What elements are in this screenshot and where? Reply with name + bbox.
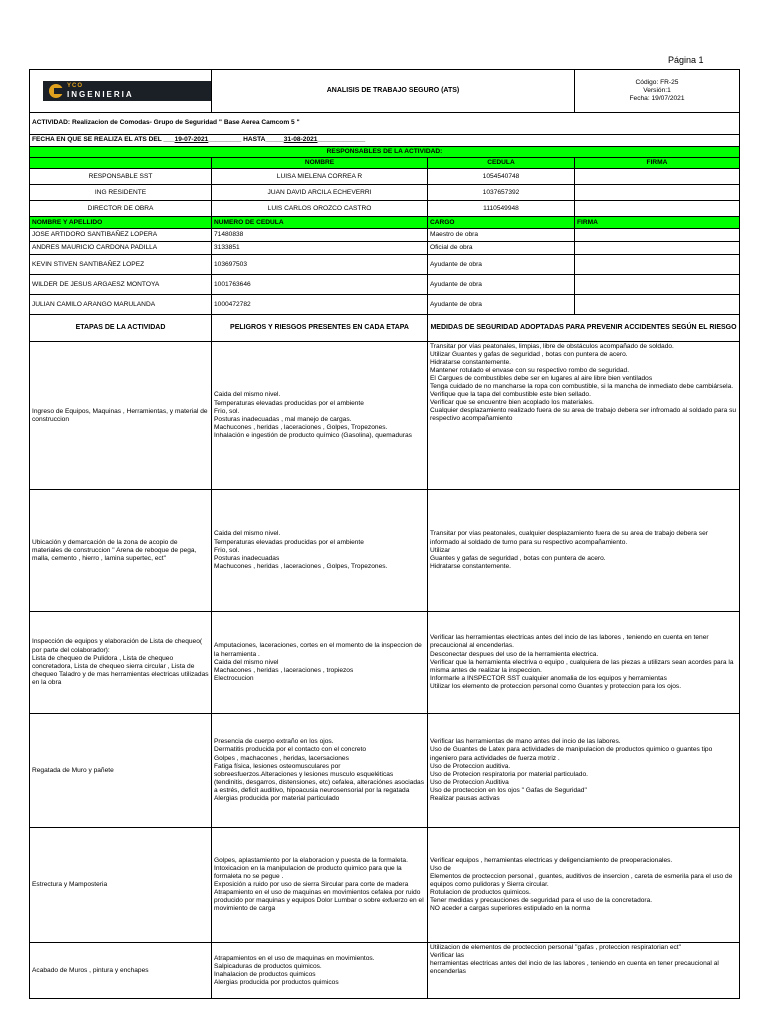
col-hazards: PELIGROS Y RIESGOS PRESENTES EN CADA ETAPA <box>212 315 428 342</box>
responsable-row <box>30 185 740 201</box>
stage-name: Estrectura y Mamposteria <box>30 828 212 943</box>
responsable-cedula: 1037657392 <box>428 185 575 201</box>
logo-c-mark <box>49 84 63 98</box>
responsables-empty-header <box>30 158 212 169</box>
stage-name: Ingreso de Equipos, Maquinas , Herramientas, y material de construccion <box>30 342 212 490</box>
worker-name: KEVIN STIVEN SANTIBAÑEZ LOPEZ <box>30 255 212 275</box>
responsable-row <box>30 169 740 185</box>
worker-row <box>30 295 740 315</box>
logo-line2: INGENIERIA <box>67 90 134 99</box>
stage-row <box>30 943 740 999</box>
dates-row <box>30 135 740 147</box>
responsable-name: LUIS CARLOS OROZCO CASTRO <box>212 201 428 217</box>
logo-line1: YCO <box>67 83 84 89</box>
stage-name: Inspección de equipos y elaboración de Lista de chequeo( por parte del colaborador): Lista de chequeo de Pulidora , Lista de chequeo concretadora, Lista de chequeo sierra circular , Lista de chequeo Taladro y de mas herramientas electricas utilizadas en la obra <box>30 612 212 714</box>
responsable-cedula: 1054540748 <box>428 169 575 185</box>
col-nombre: NOMBRE <box>212 158 428 169</box>
stage-name: Ubicación y demarcación de la zona de acopio de materiales de construccion " Arena de reboque de pega, malla, cemento , hierro , lamina supertec, ect" <box>30 490 212 612</box>
stages-header-row <box>30 315 740 342</box>
date-from: 19-07-2021 <box>174 136 209 144</box>
stage-hazards: Amputaciones, laceraciones, cortes en el momento de la inspeccion de la herramienta . Caida del mismo nivel Machacones , heridas , laceraciones , tropiezos Electrocucion <box>212 612 428 714</box>
worker-name: JULIAN CAMILO ARANGO MARULANDA <box>30 295 212 315</box>
col-worker-role: CARGO <box>428 217 575 229</box>
worker-row <box>30 275 740 295</box>
ats-form <box>29 69 740 999</box>
worker-role: Oficial de obra <box>428 242 575 255</box>
date-from-underscore-post: _________ <box>208 136 242 144</box>
stage-row <box>30 828 740 943</box>
worker-row <box>30 255 740 275</box>
responsable-firma <box>575 185 740 201</box>
worker-name: WILDER DE JESUS ARGAESZ MONTOYA <box>30 275 212 295</box>
col-worker-name: NOMBRE Y APELLIDO <box>30 217 212 229</box>
worker-sign <box>575 295 740 315</box>
worker-name: ANDRES MAURICIO CARDONA PADILLA <box>30 242 212 255</box>
date-to-underscore-post: _____________ <box>317 136 366 144</box>
col-worker-id: NUMERO DE CEDULA <box>212 217 428 229</box>
stage-hazards: Atrapamientos en el uso de maquinas en movimientos. Salpicaduras de productos quimicos. Inahalacion de productos quimicos Alergias producida por productos quimicos <box>212 943 428 999</box>
stage-measures: Verificar las herramientas de mano antes del incio de las labores. Uso de Guantes de Latex para actividades de manipulacion de productos quimico o guantes tipo ingeniero para actividades de fuerza motriz . Uso de Proteccion auditiva. Uso de Protecion respiratoria por material particulado. Uso de Proteccion Auditiva Uso de procteccion en los ojos " Gafas de Seguridad" Realizar pausas activas <box>428 714 740 828</box>
worker-id: 1001763646 <box>212 275 428 295</box>
responsable-firma <box>575 201 740 217</box>
responsable-role: DIRECTOR DE OBRA <box>30 201 212 217</box>
responsable-role: RESPONSABLE SST <box>30 169 212 185</box>
col-stage: ETAPAS DE LA ACTIVIDAD <box>30 315 212 342</box>
form-version: Versión:1 <box>643 86 671 94</box>
worker-row <box>30 242 740 255</box>
responsable-name: LUISA MIELENA CORREA R <box>212 169 428 185</box>
logo-cell <box>30 70 212 113</box>
stage-name: Acabado de Muros , pintura y enchapes <box>30 943 212 999</box>
worker-id: 3133851 <box>212 242 428 255</box>
worker-id: 1000472782 <box>212 295 428 315</box>
stage-row <box>30 490 740 612</box>
stage-measures: Verificar equipos , herramientas electricas y deligenciamiento de preoperacionales. Uso de Elementos de procteccion personal , guantes, auditivos de insercion , careta de esmerila para el uso de equipos como pulidoras y Sierra circular. Rotulacion de productos quimicos. Tener medidas y precauciones de seguridad para el uso de la concretadora. NO aceder a cargas superiores estipulado en la norma <box>428 828 740 943</box>
worker-role: Ayudante de obra <box>428 275 575 295</box>
responsable-name: JUAN DAVID ARCILA ECHEVERRI <box>212 185 428 201</box>
form-meta <box>575 70 740 113</box>
form-code: Código: FR-25 <box>635 78 679 86</box>
stage-row <box>30 714 740 828</box>
form-date: Fecha: 19/07/2021 <box>629 95 685 103</box>
stage-hazards: Caida del mismo nivel. Temperaturas elevadas producidas por el ambiente Frio, sol. Posturas inadecuadas , mal manejo de cargas. Machucones , heridas , laceraciones , Golpes, Tropezones. Inhalación e ingestión de producto químico (Gasolina), quemaduras <box>212 342 428 490</box>
responsable-role: ING RESIDENTE <box>30 185 212 201</box>
worker-sign <box>575 242 740 255</box>
date-to-underscore: _____ <box>265 136 284 144</box>
date-from-underscore: ___ <box>163 136 175 144</box>
activity-cell <box>30 113 740 135</box>
worker-sign <box>575 229 740 242</box>
worker-role: Ayudante de obra <box>428 295 575 315</box>
stage-name: Regatada de Muro y pañete <box>30 714 212 828</box>
responsables-header-row <box>30 158 740 169</box>
activity-row <box>30 113 740 135</box>
col-cedula: CEDULA <box>428 158 575 169</box>
stage-measures: Utilizacion de elementos de procteccion personal "gafas , proteccion respiratorian ect" Verificar las herramientas electricas antes del incio de las labores , teniendo en cuenta en tener precaucional al encenderlas <box>428 943 740 999</box>
col-worker-sign: FIRMA <box>575 217 740 229</box>
worker-name: JOSE ARTIDORO SANTIBAÑEZ LOPERA <box>30 229 212 242</box>
form-title: ANALISIS DE TRABAJO SEGURO (ATS) <box>212 70 575 113</box>
stage-measures: Transitar por vías peatonales, cualquier desplazamiento fuera de su area de trabajo debera ser informado al soldado de turno para su respectivo acompañamiento. Utilizar Guantes y gafas de seguridad , botas con puntera de acero. Hidratarse constantemente. <box>428 490 740 612</box>
responsables-title: RESPONSABLES DE LA ACTIVIDAD: <box>30 147 740 158</box>
dates-label: FECHA EN QUE SE REALIZA EL ATS DEL <box>32 136 162 144</box>
activity-label: ACTIVIDAD: <box>32 119 71 127</box>
dates-hasta: HASTA <box>243 136 266 144</box>
stage-row <box>30 342 740 490</box>
responsables-title-row <box>30 147 740 158</box>
worker-sign <box>575 275 740 295</box>
col-measures: MEDIDAS DE SEGURIDAD ADOPTADAS PARA PREVENIR ACCIDENTES SEGÚN EL RIESGO <box>428 315 740 342</box>
dates-cell <box>30 135 740 147</box>
activity-value: Realizacion de Comodas- Grupo de Seguridad " Base Aerea Camcom 5 " <box>71 119 300 127</box>
col-firma: FIRMA <box>575 158 740 169</box>
stage-hazards: Caida del mismo nivel. Temperaturas elevadas producidas por el ambiente Frio, sol. Posturas inadecuadas Machucones , heridas , laceraciones , Golpes, Tropezones. <box>212 490 428 612</box>
worker-role: Maestro de obra <box>428 229 575 242</box>
worker-sign <box>575 255 740 275</box>
worker-id: 103697503 <box>212 255 428 275</box>
worker-id: 71480838 <box>212 229 428 242</box>
stage-measures: Verificar las herramientas electricas antes del incio de las labores , teniendo en cuenta en tener precaucional al encenderlas. Desconectar despues del uso de la herramienta electrica. Verificar que la herramienta electriva o equipo , cualquiera de las piezas a utilizars sean acordes para la misma antes de realizar la inspeccion. Informarle a INSPECTOR SST cualquier anomalia de los equipos y herramientas Utilizar los elemento de proteccion personal como Guantes y proteccion para los ojos. <box>428 612 740 714</box>
form-header-row <box>30 70 740 113</box>
stage-measures: Transitar por vías peatonales, limpias, libre de obstáculos acompañado de soldado. Utilizar Guantes y gafas de seguridad , botas con puntera de acero. Hidratarse constantemente. Mantener rotulado el envase con su respectivo rombo de seguridad. El Cargues de combustibles debe ser en lugares al aire libre bien ventilados Tenga cuidado de no mancharse la ropa con combustible, si la mancha de inmediato debe cambiársela. Verifique que la tapa del combustible este bien sellado. Verificar que se encuentre bien acoplado los materiales. Cualquier desplazamiento realizado fuera de su area de trabajo debera ser infromado al soldado para su respectivo acompañamiento <box>428 342 740 490</box>
stage-hazards: Presencia de cuerpo extraño en los ojos. Dermatitis producida por el contacto con el concreto Golpes , machacones , heridas, lacersaciones Fatiga física, lesiones osteomusculares por sobreesfuerzos.Alteraciones y lesiones musculo esqueléticas (tendinitis, desgarros, distensiones, etc) cefalea, alteraciónes asociadas a estrés, deficit auditivo, hipoacusia neurosensorial por la regatada Alergias producida por material particulado <box>212 714 428 828</box>
responsable-firma <box>575 169 740 185</box>
page-number: Página 1 <box>668 55 704 65</box>
worker-row <box>30 229 740 242</box>
stage-hazards: Golpes, aplastamiento por la elaboracion y puesta de la formaleta. Intoxicacion en la manipulacion de producto quimico para que la formaleta no se pegue . Exposición a ruido por uso de sierra Sircular para corte de madera Atrapamiento en el uso de maquinas en movimientos cefalea por ruido producido por maquinas y equipos Dolor Lumbar o sobre exfuerzo en el movimiento de carga <box>212 828 428 943</box>
responsable-cedula: 1110549948 <box>428 201 575 217</box>
company-logo <box>43 81 211 101</box>
worker-role: Ayudante de obra <box>428 255 575 275</box>
responsable-row <box>30 201 740 217</box>
date-to: 31-08-2021 <box>283 136 318 144</box>
stage-row <box>30 612 740 714</box>
workers-header-row <box>30 217 740 229</box>
